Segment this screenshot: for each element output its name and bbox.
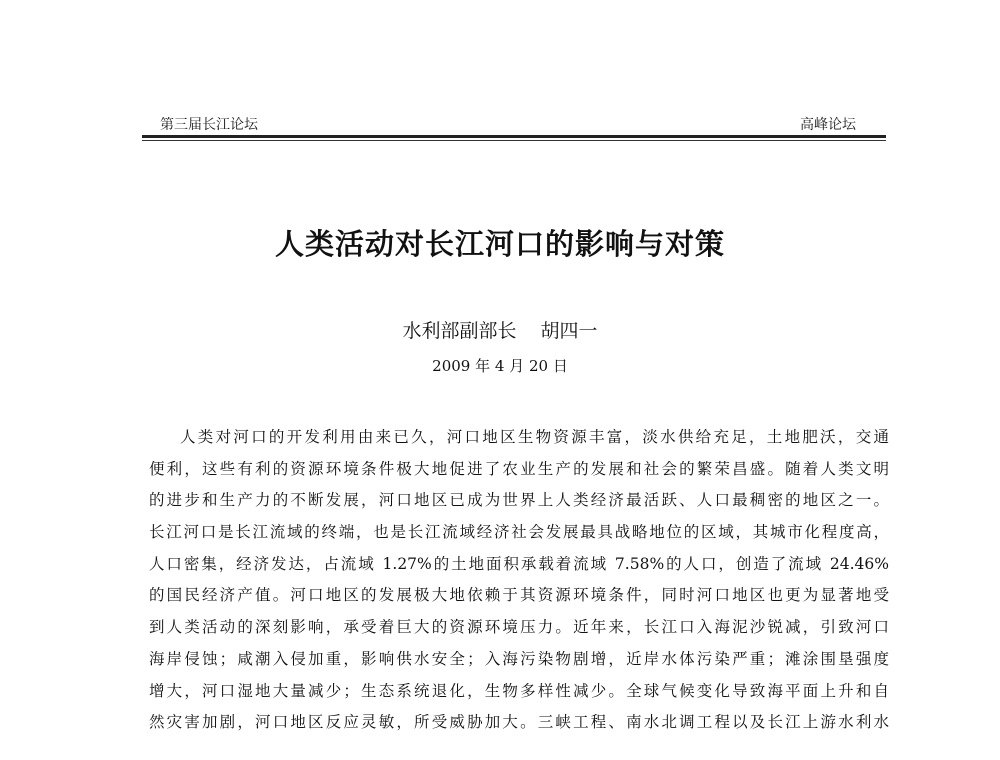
header-right-text: 高峰论坛	[800, 117, 856, 133]
body-line: 人类对河口的开发利用由来已久，河口地区生物资源丰富，淡水供给充足，土地肥沃，交通	[180, 428, 889, 446]
body-line: 的进步和生产力的不断发展，河口地区已成为世界上人类经济最活跃、人口最稠密的地区之一。	[149, 491, 889, 510]
body-line: 便利，这些有利的资源环境条件极大地促进了农业生产的发展和社会的繁荣昌盛。随着人类文明	[149, 459, 889, 478]
body-text	[149, 422, 889, 739]
publication-date: 2009 年 4 月 20 日	[432, 357, 568, 375]
body-line: 然灾害加剧，河口地区反应灵敏，所受威胁加大。三峡工程、南水北调工程以及长江上游水利水	[149, 713, 889, 732]
article-title: 人类活动对长江河口的影响与对策	[274, 227, 725, 261]
header-rule-thin	[142, 140, 886, 141]
body-line: 增大，河口湿地大量减少；生态系统退化，生物多样性减少。全球气候变化导致海平面上升和自	[149, 681, 889, 700]
body-line: 的国民经济产值。河口地区的发展极大地依赖于其资源环境条件，同时河口地区也更为显著地受	[149, 586, 889, 605]
header-left-text: 第三届长江论坛	[160, 117, 258, 133]
header-rule-thick	[142, 135, 886, 138]
author-name: 胡四一	[540, 320, 598, 342]
byline	[0, 316, 1000, 343]
running-header	[146, 112, 884, 134]
body-line: 人口密集，经济发达，占流域 1.27%的土地面积承载着流域 7.58%的人口，创造了流域 24.46%	[149, 554, 889, 573]
body-line: 到人类活动的深刻影响，承受着巨大的资源环境压力。近年来，长江口入海泥沙锐减，引致河口	[149, 618, 889, 637]
body-line: 海岸侵蚀；咸潮入侵加重，影响供水安全；入海污染物剧增，近岸水体污染严重；滩涂围垦强度	[149, 649, 889, 668]
author-role: 水利部副部长	[402, 320, 517, 342]
body-line: 长江河口是长江流域的终端，也是长江流域经济社会发展最具战略地位的区域，其城市化程度高，	[149, 523, 889, 542]
